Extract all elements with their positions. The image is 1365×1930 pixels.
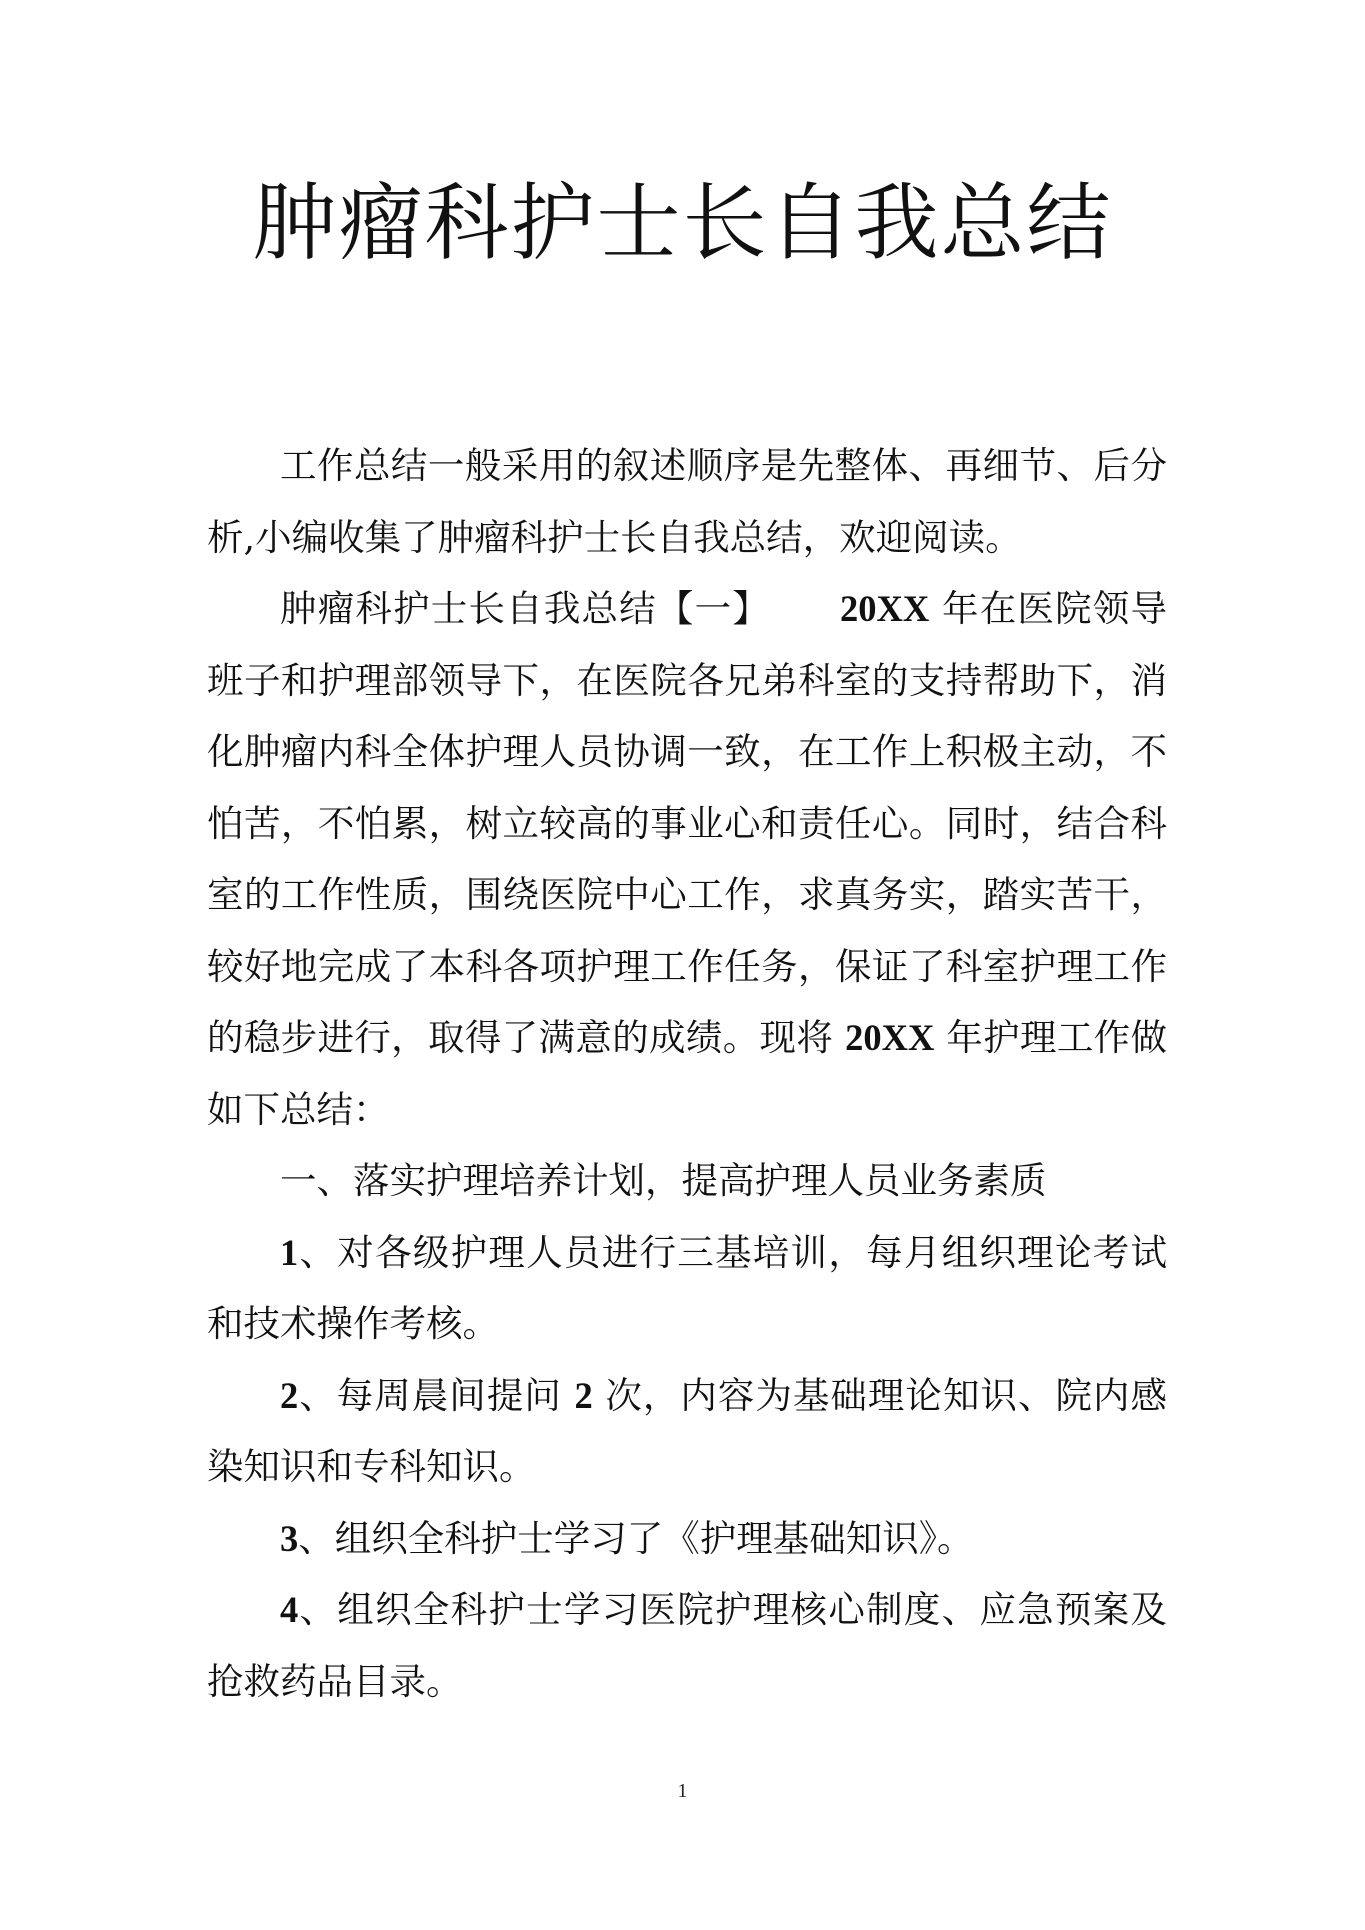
item-text: 、组织全科护士学习了《护理基础知识》。	[298, 1516, 974, 1560]
summary-text-b: 年护理工作做如下总结：	[207, 1016, 1168, 1131]
inline-number: 2	[574, 1374, 593, 1416]
item-text: 、对各级护理人员进行三基培训，每月组织理论考试和技术操作考核。	[207, 1230, 1167, 1345]
summary-text-a: 年在医院领导班子和护理部领导下，在医院各兄弟科室的支持帮助下，消化肿瘤内科全体护理人员协调一致，在工作上积极主动，不怕苦，不怕累，树立较高的事业心和责任心。同时，结合科室的工作性质，围绕医院中心工作，求真务实，踏实苦干，较好地完成了本科各项护理工作任务，保证了科室护理工作的稳步进行，取得了满意的成绩。现将	[207, 587, 1167, 1059]
year-label: 20XX	[840, 588, 930, 629]
point-heading: 一、落实护理培养计划，提高护理人员业务素质	[280, 1159, 1047, 1202]
document-title: 肿瘤科护士长自我总结	[252, 174, 1113, 272]
document-body	[207, 430, 1167, 1717]
list-item	[207, 1360, 1167, 1503]
list-item	[207, 1217, 1167, 1360]
item-number: 2	[280, 1374, 299, 1416]
year-label: 20XX	[845, 1017, 935, 1058]
item-text: 次，内容为基础理论知识、院内感染知识和专科知识。	[207, 1373, 1167, 1488]
list-item	[207, 1574, 1167, 1717]
intro-paragraph: 工作总结一般采用的叙述顺序是先整体、再细节、后分析,小编收集了肿瘤科护士长自我总结，欢迎阅读。	[207, 444, 1167, 559]
item-text: 、组织全科护士学习医院护理核心制度、应急预案及抢救药品目录。	[207, 1588, 1167, 1703]
item-number: 4	[280, 1589, 299, 1630]
item-number: 1	[280, 1231, 299, 1273]
page-number: 1	[677, 1780, 688, 1802]
summary-paragraph	[207, 573, 1167, 1145]
list-item	[207, 1503, 1167, 1575]
item-text: 、每周晨间提问	[298, 1373, 575, 1417]
section-heading: 肿瘤科护士长自我总结【一】	[280, 587, 771, 630]
item-number: 3	[280, 1517, 299, 1559]
